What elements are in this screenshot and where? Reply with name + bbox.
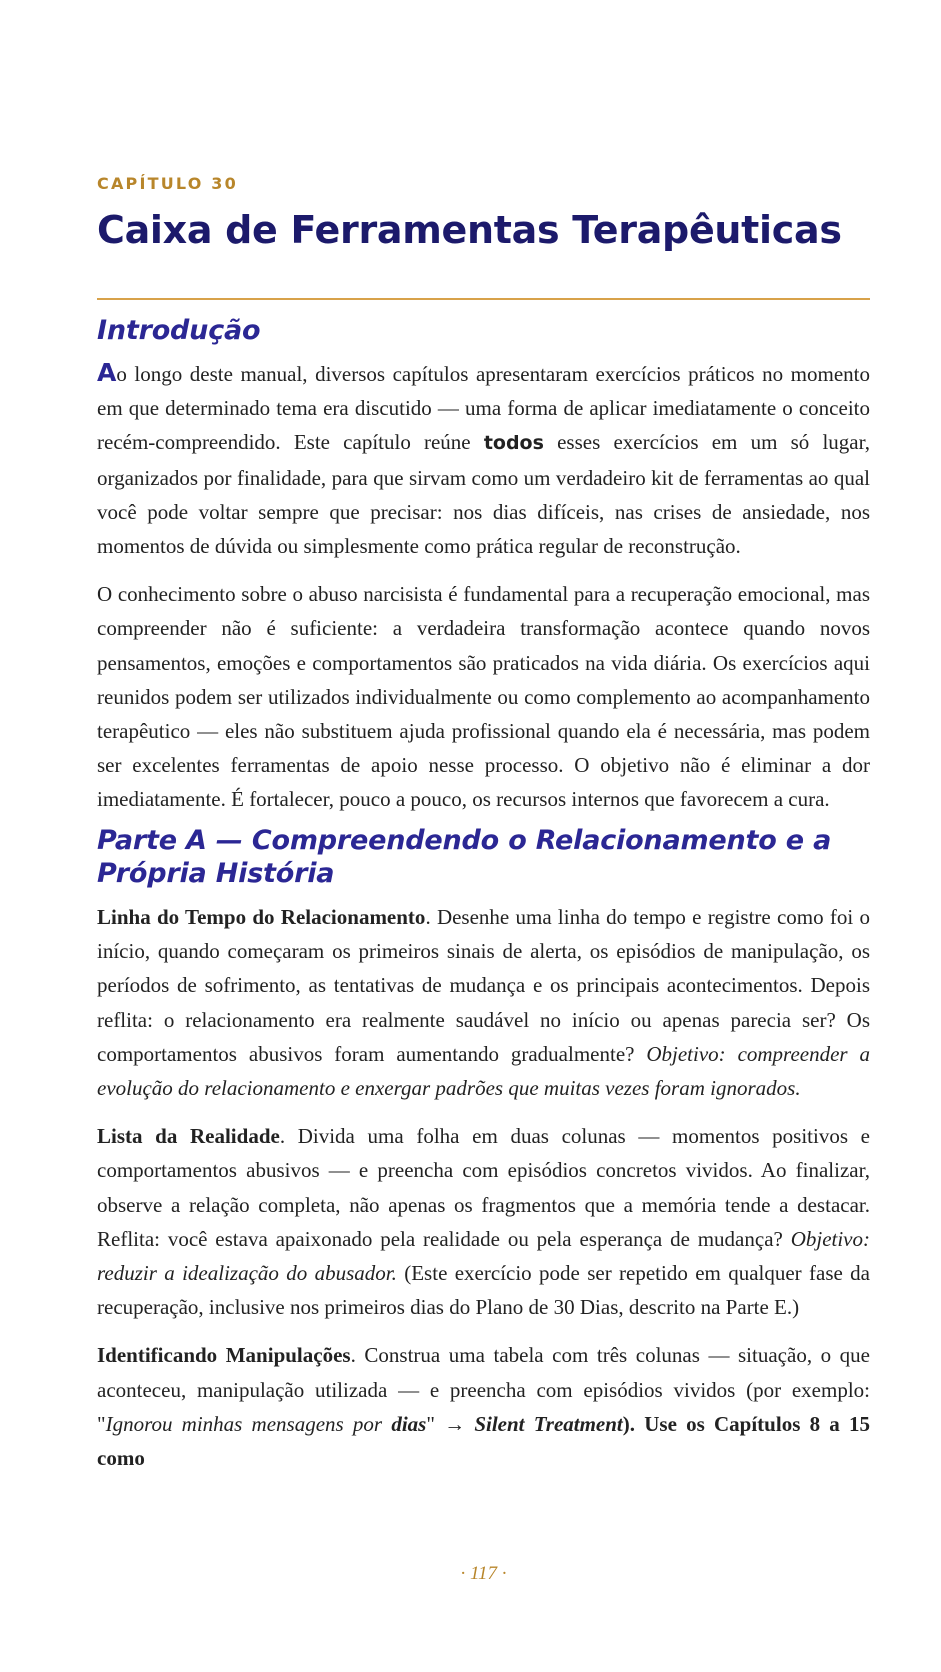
exercise-term: Linha do Tempo do Relacionamento <box>97 905 426 929</box>
part-a-heading: Parte A — Compreendendo o Relacionamento e a Própria História <box>97 825 832 889</box>
exercise-text-after: ). <box>622 1411 645 1436</box>
intro-section <box>97 314 870 817</box>
exercise-timeline <box>97 900 870 1105</box>
exercise-text: . Construa uma tabela com três colunas — situação, o que aconteceu, manipulação utilizada — e preencha com episódios vividos (por exemplo: " <box>97 1343 870 1436</box>
exercise-term: Lista da Realidade <box>97 1124 280 1149</box>
part-a-section <box>97 824 870 1475</box>
exercise-term: Identificando Manipulações <box>97 1343 351 1368</box>
example-italic: Ignorou minhas mensagens por <box>105 1411 392 1436</box>
intro-p1-text-b: esses exercícios em um só lugar, organizados por finalidade, para que sirvam como um verdadeiro kit de ferramentas ao qual você pode voltar sempre que precisar: nos dias difíceis, nas crises de ansiedade, nos momentos de dúvida ou simplesmente como prática regular de reconstrução. <box>97 430 870 559</box>
exercise-text: . Desenhe uma linha do tempo e registre como foi o início, quando começaram os primeiros sinais de alerta, os episódios de manipulação, os períodos de sofrimento, as tentativas de mudança e os principais acontecimentos. Depois reflita: o relacionamento era realmente saudável no início ou apenas parecia ser? Os comportamentos abusivos foram aumentando gradualmente? <box>97 905 870 1066</box>
intro-p1-text-a: o longo deste manual, diversos capítulos apresentaram exercícios práticos no momento em que determinado tema era discutido — uma forma de aplicar imediatamente o conceito recém-compreendido. Este capítulo reúne <box>97 362 870 455</box>
title-divider <box>97 298 870 300</box>
exercise-bold-tail: Use os Capítulos 8 a 15 como <box>97 1411 870 1471</box>
exercise-identifying-manipulations <box>97 1338 870 1475</box>
intro-heading: Introdução <box>97 315 261 346</box>
exercise-note: (Este exercício pode ser repetido em qualquer fase da recuperação, inclusive nos primeiros dias do Plano de 30 Dias, descrito na Parte E.) <box>97 1261 870 1320</box>
example-bold-italic: dias <box>391 1411 427 1436</box>
example-arrow: " → <box>426 1411 475 1436</box>
intro-p1-bold: todos <box>483 432 544 455</box>
exercise-objective: Objetivo: compreender a evolução do relacionamento e enxergar padrões que muitas vezes foram ignorados. <box>97 1041 870 1101</box>
chapter-title: Caixa de Ferramentas Terapêuticas <box>97 208 842 252</box>
intro-paragraph-1 <box>97 356 870 563</box>
example-term: Silent Treatment <box>474 1411 623 1436</box>
chapter-label: CAPÍTULO 30 <box>97 174 238 193</box>
intro-paragraph-2: O conhecimento sobre o abuso narcisista é fundamental para a recuperação emocional, mas compreender não é suficiente: a verdadeira transformação acontece quando novos pensamentos, emoções e comportamentos são praticados na vida diária. Os exercícios aqui reunidos podem ser utilizados individualmente ou como complemento ao acompanhamento terapêutico — eles não substituem ajuda profissional quando ela é necessária, mas podem ser excelentes ferramentas de apoio nesse processo. O objetivo não é eliminar a dor imediatamente. É fortalecer, pouco a pouco, os recursos internos que favorecem a cura. <box>97 582 870 812</box>
exercise-objective: Objetivo: reduzir a idealização do abusador. <box>97 1226 870 1286</box>
exercise-reality-list <box>97 1119 870 1324</box>
exercise-text: . Divida uma folha em duas colunas — momentos positivos e comportamentos abusivos — e preencha com episódios concretos vividos. Ao finalizar, observe a relação completa, não apenas os fragmentos que a memória tende a destacar. Reflita: você estava apaixonado pela realidade ou pela esperança de mudança? <box>97 1124 870 1251</box>
page-number: · 117 · <box>460 1563 507 1584</box>
dropcap: A <box>97 358 117 387</box>
